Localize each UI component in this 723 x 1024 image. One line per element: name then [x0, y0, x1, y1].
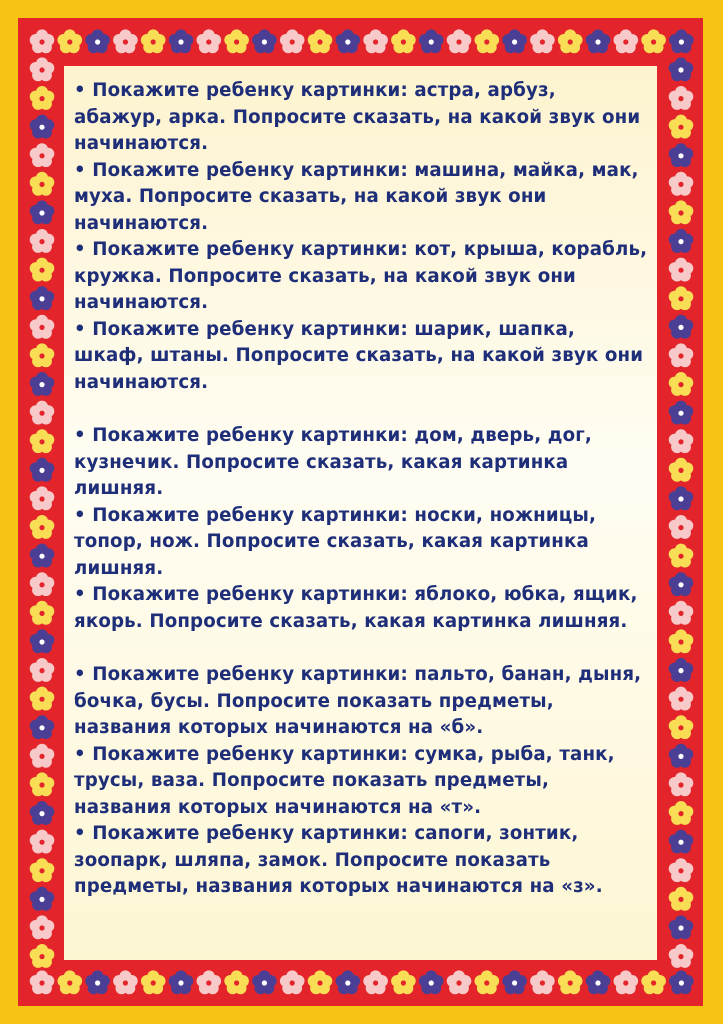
- flower-icon: [30, 401, 55, 425]
- flower-icon: [30, 715, 55, 739]
- flower-icon: [502, 29, 527, 53]
- flower-icon: [614, 970, 639, 994]
- flower-icon: [197, 29, 222, 53]
- flower-icon: [30, 544, 55, 568]
- flower-icon: [30, 486, 55, 510]
- flower-icon: [669, 200, 694, 224]
- flower-icon: [669, 143, 694, 167]
- flower-icon: [30, 658, 55, 682]
- list-item: • Покажите ребенку картинки: машина, майка, мак, муха. Попросите сказать, на какой звук они начинаются.: [74, 159, 639, 234]
- flower-icon: [30, 429, 55, 453]
- flower-icon: [252, 29, 277, 53]
- flower-icon: [391, 29, 416, 53]
- flower-icon: [669, 343, 694, 367]
- flower-icon: [530, 29, 555, 53]
- flower-icon: [30, 887, 55, 911]
- flower-icon: [30, 29, 55, 53]
- flower-icon: [669, 629, 694, 653]
- flower-icon: [30, 115, 55, 139]
- flower-icon: [669, 29, 694, 53]
- flower-icon: [58, 970, 83, 994]
- flower-icon: [391, 970, 416, 994]
- flower-icon: [669, 401, 694, 425]
- flower-icon: [30, 343, 55, 367]
- flower-icon: [30, 601, 55, 625]
- content-panel: [64, 66, 657, 960]
- flower-icon: [30, 858, 55, 882]
- flower-icon: [669, 715, 694, 739]
- list-item: • Покажите ребенку картинки: сапоги, зонтик, зоопарк, шляпа, замок. Попросите показать предметы, названия которых начинаются на «з».: [74, 823, 603, 897]
- flower-icon: [85, 29, 110, 53]
- flower-icon: [30, 200, 55, 224]
- flower-icon: [30, 687, 55, 711]
- flower-icon: [30, 515, 55, 539]
- flower-icon: [669, 515, 694, 539]
- flower-icon: [30, 172, 55, 196]
- list-item: • Покажите ребенку картинки: яблоко, юбка, ящик, якорь. Попросите сказать, какая картинка лишняя.: [74, 584, 638, 632]
- flower-icon: [419, 29, 444, 53]
- flower-icon: [669, 801, 694, 825]
- flower-icon: [224, 970, 249, 994]
- flower-icon: [85, 970, 110, 994]
- flower-icon: [30, 458, 55, 482]
- group-show-objects: [74, 662, 649, 901]
- flower-icon: [363, 970, 388, 994]
- flower-icon: [669, 572, 694, 596]
- flower-icon: [113, 970, 138, 994]
- flower-icon: [224, 29, 249, 53]
- flower-icon: [669, 887, 694, 911]
- flower-icon: [669, 858, 694, 882]
- list-item: • Покажите ребенку картинки: носки, ножницы, топор, нож. Попросите сказать, какая картинка лишняя.: [74, 504, 597, 579]
- flower-icon: [641, 970, 666, 994]
- list-item: • Покажите ребенку картинки: астра, арбуз, абажур, арка. Попросите сказать, на какой звук они начинаются.: [74, 80, 641, 154]
- flower-icon: [30, 286, 55, 310]
- flower-icon: [336, 970, 361, 994]
- flower-icon: [530, 970, 555, 994]
- flower-icon: [669, 970, 694, 994]
- flower-icon: [30, 629, 55, 653]
- flower-icon: [30, 229, 55, 253]
- flower-icon: [30, 801, 55, 825]
- flower-icon: [669, 772, 694, 796]
- flower-icon: [669, 601, 694, 625]
- list-item: • Покажите ребенку картинки: шарик, шапка, шкаф, штаны. Попросите сказать, на какой звук они начинаются.: [74, 318, 644, 393]
- flower-icon: [614, 29, 639, 53]
- flower-icon: [169, 970, 194, 994]
- list-item: • Покажите ребенку картинки: сумка, рыба, танк, трусы, ваза. Попросите показать предметы, названия которых начинаются на «т».: [74, 743, 615, 818]
- flower-icon: [419, 970, 444, 994]
- flower-icon: [669, 544, 694, 568]
- flower-icon: [447, 970, 472, 994]
- flower-icon: [141, 970, 166, 994]
- flower-icon: [669, 86, 694, 110]
- list-item: • Покажите ребенку картинки: дом, дверь, дог, кузнечик. Попросите сказать, какая картинка лишняя.: [74, 425, 592, 499]
- flower-icon: [30, 772, 55, 796]
- flower-icon: [141, 29, 166, 53]
- flower-icon: [669, 372, 694, 396]
- flower-icon: [30, 57, 55, 81]
- flower-icon: [58, 29, 83, 53]
- flower-icon: [558, 970, 583, 994]
- flower-icon: [669, 458, 694, 482]
- group-odd-one-out: [74, 423, 649, 635]
- flower-icon: [641, 29, 666, 53]
- flower-icon: [669, 258, 694, 282]
- flower-icon: [30, 915, 55, 939]
- flower-icon: [669, 830, 694, 854]
- flower-icon: [447, 29, 472, 53]
- flower-icon: [475, 29, 500, 53]
- flower-icon: [669, 172, 694, 196]
- list-item: • Покажите ребенку картинки: пальто, банан, дыня, бочка, бусы. Попросите показать предметы, названия которых начинаются на «б».: [74, 664, 642, 738]
- flower-icon: [669, 115, 694, 139]
- group-starting-sound: [74, 78, 649, 396]
- flower-icon: [308, 970, 333, 994]
- flower-icon: [30, 744, 55, 768]
- flower-icon: [280, 29, 305, 53]
- flower-icon: [30, 315, 55, 339]
- flower-icon: [586, 970, 611, 994]
- flower-icon: [669, 486, 694, 510]
- flower-icon: [669, 429, 694, 453]
- flower-icon: [197, 970, 222, 994]
- flower-icon: [586, 29, 611, 53]
- flower-icon: [669, 687, 694, 711]
- flower-icon: [669, 286, 694, 310]
- flower-icon: [308, 29, 333, 53]
- flower-icon: [669, 229, 694, 253]
- flower-icon: [558, 29, 583, 53]
- list-item: • Покажите ребенку картинки: кот, крыша, корабль, кружка. Попросите сказать, на какой звук они начинаются.: [74, 239, 648, 313]
- flower-icon: [30, 143, 55, 167]
- flower-icon: [475, 970, 500, 994]
- flower-icon: [669, 57, 694, 81]
- flower-icon: [30, 572, 55, 596]
- flower-icon: [169, 29, 194, 53]
- flower-icon: [30, 830, 55, 854]
- flower-icon: [336, 29, 361, 53]
- flower-icon: [280, 970, 305, 994]
- flower-icon: [30, 258, 55, 282]
- flower-icon: [30, 372, 55, 396]
- flower-icon: [252, 970, 277, 994]
- flower-icon: [669, 744, 694, 768]
- flower-icon: [669, 915, 694, 939]
- flower-icon: [363, 29, 388, 53]
- flower-icon: [30, 970, 55, 994]
- flower-icon: [669, 944, 694, 968]
- flower-icon: [30, 944, 55, 968]
- flower-icon: [669, 315, 694, 339]
- flower-icon: [669, 658, 694, 682]
- flower-icon: [502, 970, 527, 994]
- flower-icon: [30, 86, 55, 110]
- flower-icon: [113, 29, 138, 53]
